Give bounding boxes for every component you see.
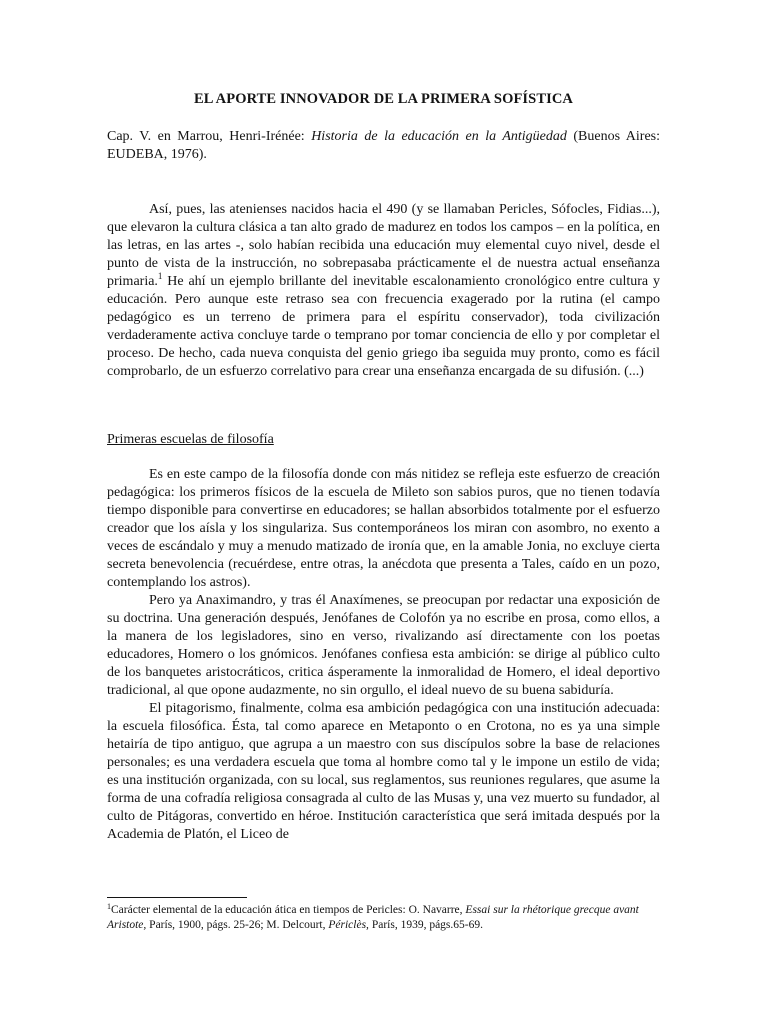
source-citation	[107, 128, 660, 164]
paragraph: Pero ya Anaximandro, y tras él Anaxímenes, se preocupan por redactar una exposición de su doctrina. Una generación después, Jenófanes de Colofón ya no escribe en prosa, como ellos, a la manera de los legisladores, sino en verso, rivalizando así directamente con los poetas educadores, Homero o los gnómicos. Jenófanes confiesa esta ambición: se dirige al público culto de los banquetes aristocráticos, critica ásperamente la inmoralidad de Homero, el ideal deportivo tradicional, al que opone audazmente, no sin orgullo, el ideal nuevo de su buena sabiduría.	[107, 593, 660, 698]
section-heading: Primeras escuelas de filosofía	[107, 432, 274, 447]
footnote-separator	[107, 897, 247, 898]
section-body	[107, 466, 660, 844]
footnote: $^1$Carácter elemental de la educación ática en tiempos de Pericles: O. Navarre, Essai sur la rhétorique grecque avant Aristote, París, 1900, págs. 25-26; M. Delcourt, Périclès, París, 1939, págs.65-69.	[107, 902, 639, 931]
citation-prefix: Cap. V. en Marrou, Henri-Irénée:	[107, 129, 312, 144]
citation-suffix: (Buenos Aires: EUDEBA, 1976).	[107, 129, 660, 162]
paragraph: Es en este campo de la filosofía donde con más nitidez se refleja este esfuerzo de creación pedagógica: los primeros físicos de la escuela de Mileto son sabios puros, que no tienen todavía tiempo disponible para convertirse en educadores; se hallan absorbidos totalmente por el esfuerzo creador que los aísla y los singulariza. Sus contemporáneos los miran con asombro, no exento a veces de escándalo y muy a menudo matizado de ironía que, en la amable Jonia, no excluye cierta secreta benevolencia (recuérdese, entre otras, la anécdota que presenta a Tales, caído en un pozo, contemplando los astros).	[107, 467, 660, 590]
paragraph: Así, pues, las atenienses nacidos hacia el 490 (y se llamaban Pericles, Sófocles, Fidias...), que elevaron la cultura clásica a tan alto grado de madurez en todos los campos – en la política, en las letras, en las artes -, solo habían recibida una educación muy elemental cuyo nivel, desde el punto de vista de la instrucción, no sobrepasaba prácticamente el de nuestra actual enseñanza primaria.$^1$ He ahí un ejemplo brillante del inevitable escalonamiento cronológico entre cultura y educación. Pero aunque este retraso sea con frecuencia exagerado por la rutina (el campo pedagógico es un terreno de primera para el espíritu conservador), toda civilización verdaderamente activa concluye tarde o temprano por tomar conciencia de ello y por completar el proceso. De hecho, cada nueva conquista del genio griego iba seguida muy pronto, como es fácil comprobarlo, de un esfuerzo correlativo para crear una enseñanza encargada de su difusión. (...)	[107, 202, 660, 379]
intro-section	[107, 201, 660, 381]
document-title: EL APORTE INNOVADOR DE LA PRIMERA SOFÍSTICA	[194, 91, 573, 107]
footnote-title: Essai sur la rhétorique grecque avant Aristote,	[107, 904, 639, 931]
footnote-title: Périclès,	[328, 919, 369, 931]
citation-book-title: Historia de la educación en la Antigüedad	[311, 129, 567, 144]
footnote-ref[interactable]: 1	[157, 271, 163, 281]
footnote-marker: 1	[107, 902, 111, 911]
paragraph: El pitagorismo, finalmente, colma esa ambición pedagógica con una institución adecuada: la escuela filosófica. Ésta, tal como aparece en Metaponto o en Crotona, no es ya una simple hetairía de tipo antiguo, que agrupa a un maestro con sus discípulos sobre la base de relaciones personales; es una verdadera escuela que toma al hombre como tal y le impone un estilo de vida; es una institución organizada, con su local, sus reglamentos, sus reuniones regulares, que asume la forma de una cofradía religiosa consagrada al culto de las Musas y, una vez muerto su fundador, al culto de Pitágoras, convertido en héroe. Institución característica que será imitada después por la Academia de Platón, el Liceo de	[107, 701, 660, 842]
